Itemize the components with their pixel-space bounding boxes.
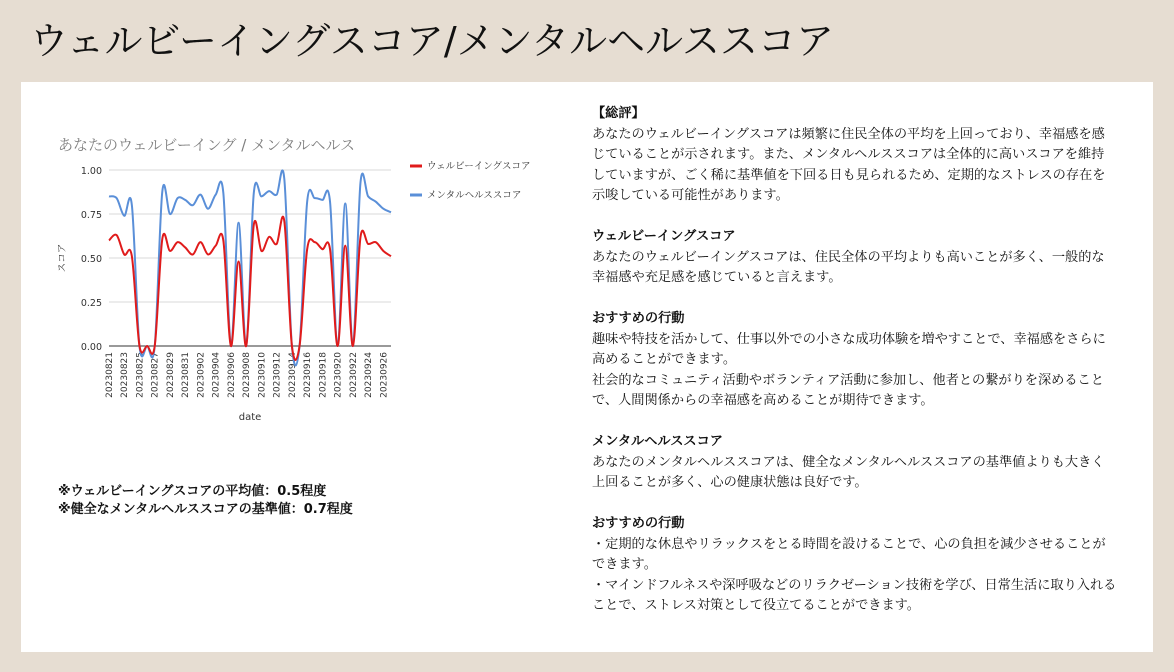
x-tick-label: 20230829 (165, 352, 176, 398)
content-panel (21, 82, 1153, 652)
legend-label: メンタルヘルススコア (427, 190, 522, 201)
chart-title: あなたのウェルビーイング / メンタルヘルス (58, 136, 356, 154)
x-tick-label: 20230823 (120, 352, 131, 398)
y-tick-label: 0.75 (80, 210, 102, 221)
wellbeing-text: あなたのウェルビーイングスコアは、住民全体の平均よりも高いことが多く、一般的な幸福感や充足感を感じていると言えます。 (592, 249, 1105, 285)
mental-section (592, 432, 1117, 494)
y-tick-label: 0.50 (80, 254, 102, 265)
overall-text: あなたのウェルビーイングスコアは頻繁に住民全体の平均を上回っており、幸福感を感じていることが示されます。また、メンタルヘルススコアは全体的に高いスコアを維持していますが、ごく稀に基準値を下回る日も見られるため、定期的なストレスの存在を示唆している可能性があります。 (592, 126, 1106, 203)
note-wellbeing-average: ※ウェルビーイングスコアの平均値：0.5程度 (58, 484, 327, 499)
x-tick-label: 20230924 (364, 352, 375, 398)
wellbeing-action-1: 趣味や特技を活かして、仕事以外での小さな成功体験を増やすことで、幸福感をさらに高めることができます。 (592, 331, 1106, 367)
wellbeing-section (592, 227, 1117, 289)
y-axis-label: スコア (57, 243, 68, 273)
mental-heading: メンタルヘルススコア (592, 434, 723, 449)
x-tick-label: 20230906 (226, 352, 237, 398)
line-chart (21, 82, 561, 462)
mental-action-section (592, 514, 1117, 617)
x-axis-label: date (238, 412, 262, 423)
wellbeing-action-section (592, 309, 1117, 412)
mental-text: あなたのメンタルヘルススコアは、健全なメンタルヘルススコアの基準値よりも大きく上回ることが多く、心の健康状態は良好です。 (592, 454, 1105, 490)
wellbeing-heading: ウェルビーイングスコア (592, 229, 736, 244)
x-tick-label: 20230821 (105, 352, 115, 398)
x-tick-label: 20230825 (135, 352, 146, 398)
y-tick-label: 1.00 (80, 166, 102, 177)
x-tick-label: 20230920 (333, 352, 344, 398)
x-tick-label: 20230912 (272, 352, 283, 398)
x-tick-label: 20230914 (287, 352, 298, 398)
legend-label: ウェルビーイングスコア (427, 161, 531, 172)
y-tick-label: 0.00 (80, 342, 102, 353)
x-tick-label: 20230904 (211, 352, 222, 398)
chart-container (21, 82, 561, 462)
overall-heading: 【総評】 (592, 106, 645, 121)
series-line (109, 217, 391, 360)
mental-action-heading: おすすめの行動 (592, 516, 685, 531)
x-tick-label: 20230827 (150, 352, 161, 398)
x-tick-label: 20230831 (181, 352, 192, 398)
y-tick-label: 0.25 (80, 298, 102, 309)
x-tick-label: 20230916 (303, 352, 314, 398)
summary-text (592, 104, 1117, 637)
note-mental-baseline: ※健全なメンタルヘルススコアの基準値：0.7程度 (58, 502, 353, 517)
mental-action-1: ・定期的な休息やリラックスをとる時間を設けることで、心の負担を減少させることができます。 (592, 536, 1106, 572)
x-tick-label: 20230902 (196, 352, 207, 398)
wellbeing-action-2: 社会的なコミュニティ活動やボランティア活動に参加し、他者との繋がりを深めることで、人間関係からの幸福感を高めることが期待できます。 (592, 372, 1104, 408)
page-title: ウェルビーイングスコア/メンタルヘルススコア (30, 19, 834, 63)
wellbeing-action-heading: おすすめの行動 (592, 311, 685, 326)
mental-action-2: ・マインドフルネスや深呼吸などのリラクゼーション技術を学び、日常生活に取り入れることで、ストレス対策として役立てることができます。 (592, 577, 1117, 613)
notes (58, 483, 353, 519)
overall-section (592, 104, 1117, 207)
x-tick-label: 20230922 (348, 352, 359, 398)
x-tick-label: 20230926 (379, 352, 390, 398)
x-tick-label: 20230910 (257, 352, 268, 398)
x-tick-label: 20230918 (318, 352, 329, 398)
x-tick-label: 20230908 (242, 352, 253, 398)
